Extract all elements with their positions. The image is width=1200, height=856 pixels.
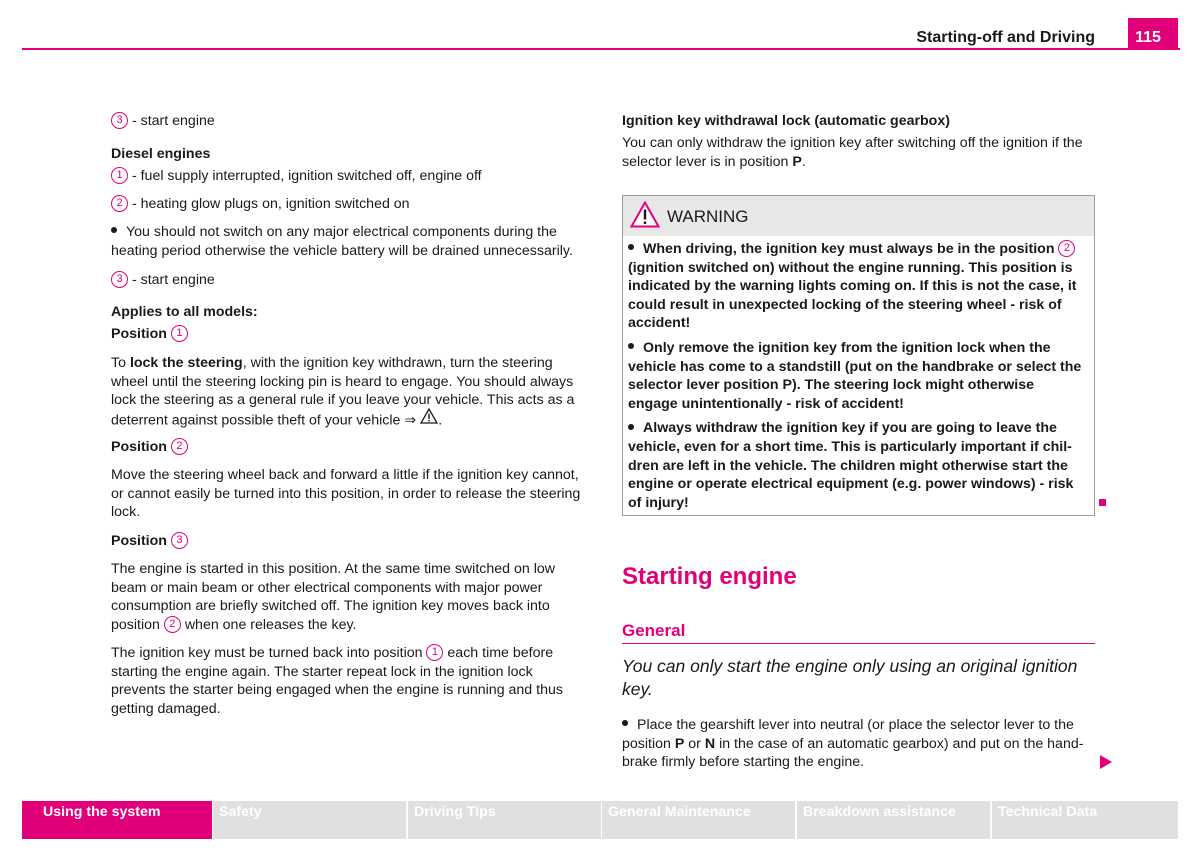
- applies-heading: Applies to all models:: [111, 304, 258, 320]
- diesel-item-3: 3 - start engine: [111, 271, 586, 290]
- warning-item-3: Always withdraw the ignition key if you are going to leave the vehicle, even for a short time. This is particularly important if chil-dren are left in the vehicle. The children might otherwise start the engine or operate electrical equipment (e.g. power windows) - risk of injury!: [628, 420, 1074, 511]
- marker-2: 2: [164, 616, 181, 633]
- position-1-text: To lock the steering, with the ignition key withdrawn, turn the steering wheel until the steering locking pin is heard to engage. You should always lock the steering as a general rule if you leave your vehicle. This acts as a deterrent against possible theft of your vehicle ⇒ .: [111, 355, 575, 429]
- bullet-icon: [628, 424, 634, 430]
- section-title: Starting-off and Driving: [916, 29, 1095, 46]
- warning-box: [622, 195, 1095, 516]
- withdrawal-heading: Ignition key withdrawal lock (automatic gearbox): [622, 113, 950, 129]
- position-1-heading: Position 1: [111, 325, 188, 344]
- tab-general-maintenance[interactable]: General Maintenance: [602, 801, 795, 839]
- tab-using-the-system[interactable]: Using the system: [22, 801, 212, 839]
- sub-heading-rule: [622, 643, 1095, 644]
- position-3-text: The engine is started in this position. At the same time switched on low beam or main beam or other electrical components with major power consumption are briefly switched off. The ignition key moves back into position 2 when one releases the key.: [111, 561, 555, 633]
- warning-header: [623, 196, 1094, 236]
- bullet-icon: [622, 720, 628, 726]
- tab-breakdown-assistance[interactable]: Breakdown assistance: [797, 801, 990, 839]
- marker-1: 1: [426, 644, 443, 661]
- intro-text: You can only start the engine only using an original ignition key.: [622, 656, 1078, 699]
- tab-driving-tips[interactable]: Driving Tips: [408, 801, 601, 839]
- warning-triangle-icon: [630, 201, 660, 233]
- marker-1: 1: [171, 325, 188, 342]
- continue-arrow-icon: [1100, 755, 1112, 774]
- marker-2: 2: [1058, 240, 1075, 257]
- header-rule: [22, 48, 1180, 50]
- warning-item-2: Only remove the ignition key from the ignition lock when the vehicle has come to a standstill (put on the handbrake or select the selector lever position P). The steering lock might otherwise engage unintentionally - risk of accident!: [628, 339, 1082, 412]
- position-3-heading: Position 3: [111, 532, 188, 551]
- warning-title: WARNING: [667, 207, 749, 226]
- start-engine-item: 3 - start engine: [111, 112, 586, 131]
- page-number: 115: [1135, 29, 1161, 46]
- position-2-heading: Position 2: [111, 438, 188, 457]
- marker-2: 2: [111, 195, 128, 212]
- bullet-icon: [628, 244, 634, 250]
- withdrawal-text: You can only withdraw the ignition key after switching off the ignition if the selector lever is in position P.: [622, 135, 1083, 170]
- sub-heading: General: [622, 621, 686, 640]
- turn-back-text: The ignition key must be turned back into position 1 each time before starting the engine again. The starter repeat lock in the ignition lock prevents the starter being engaged when the engine is running and thus getting damaged.: [111, 645, 563, 717]
- diesel-heading: Diesel engines: [111, 146, 211, 162]
- bullet-icon: [628, 343, 634, 349]
- tab-technical-data[interactable]: Technical Data: [992, 801, 1178, 839]
- marker-3: 3: [111, 271, 128, 288]
- marker-3: 3: [111, 112, 128, 129]
- warning-item-1: When driving, the ignition key must always be in the position 2 (ignition switched on) without the engine running. This position is indicated by the warning lights coming on. If this is not the case, it could result in unexpected locking of the steering wheel - risk of accident!: [628, 241, 1077, 332]
- diesel-bullet: You should not switch on any major electrical components during the heating period otherwise the vehicle battery will be drained unnecessarily.: [111, 224, 573, 259]
- marker-2: 2: [171, 438, 188, 455]
- section-heading: Starting engine: [622, 563, 797, 590]
- position-2-text: Move the steering wheel back and forward a little if the ignition key cannot, or cannot easily be turned into this position, in order to release the steering lock.: [111, 467, 581, 521]
- diesel-item-1: 1 - fuel supply interrupted, ignition switched off, engine off: [111, 167, 586, 186]
- end-marker-square: [1099, 499, 1106, 506]
- gearshift-bullet: Place the gearshift lever into neutral (or place the selector lever to the position P or N in the case of an automatic gearbox) and put on the hand-brake firmly before starting the engine.: [622, 717, 1084, 771]
- tab-safety[interactable]: Safety: [213, 801, 406, 839]
- bullet-icon: [111, 227, 117, 233]
- marker-3: 3: [171, 532, 188, 549]
- diesel-item-2: 2 - heating glow plugs on, ignition switched on: [111, 195, 586, 214]
- marker-1: 1: [111, 167, 128, 184]
- warning-triangle-icon: [420, 408, 438, 430]
